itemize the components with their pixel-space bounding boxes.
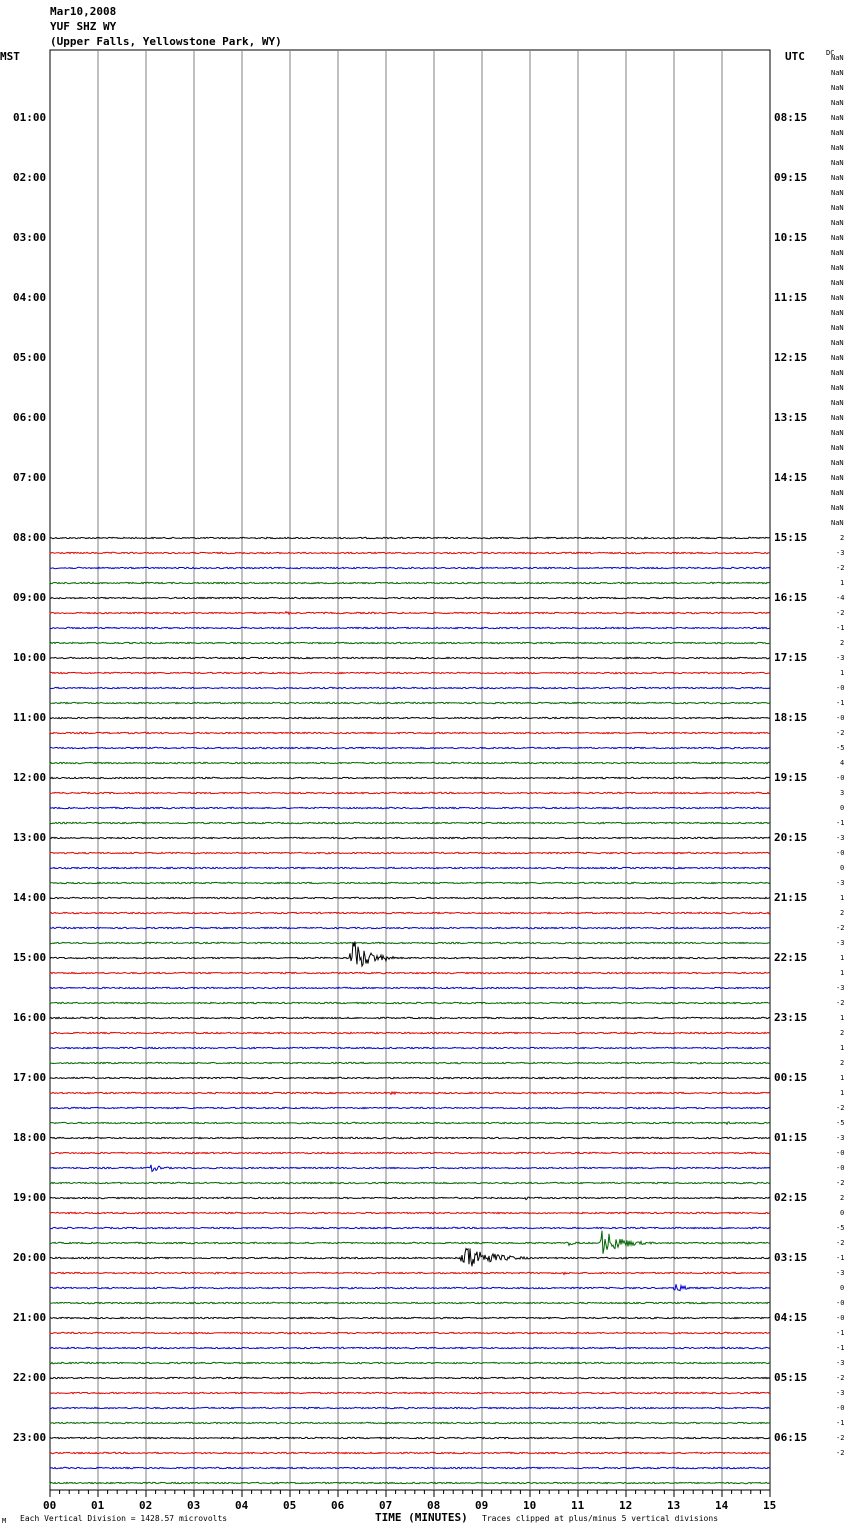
seismic-trace: [50, 552, 770, 553]
x-tick-label: 14: [715, 1499, 729, 1512]
x-tick-label: 09: [475, 1499, 489, 1512]
seismic-trace: [50, 837, 770, 838]
utc-hour-label: 13:15: [774, 411, 808, 424]
seismic-trace: [50, 1002, 770, 1003]
dc-offset-value: -0: [836, 849, 845, 857]
dc-axis-title: DC: [826, 49, 835, 57]
seismic-trace: [50, 1047, 770, 1048]
dc-offset-value: -0: [836, 1314, 845, 1322]
seismic-trace: [50, 987, 770, 988]
x-tick-label: 12: [619, 1499, 633, 1512]
dc-offset-value: NaN: [831, 504, 844, 512]
mst-hour-label: 07:00: [13, 471, 47, 484]
dc-offset-value: -2: [836, 564, 845, 572]
x-tick-label: 00: [43, 1499, 57, 1512]
dc-offset-value: -2: [836, 1434, 845, 1442]
clipping-note: Traces clipped at plus/minus 5 vertical divisions: [482, 1514, 719, 1523]
seismic-trace: [50, 942, 770, 967]
dc-offset-value: 0: [840, 864, 845, 872]
x-tick-label: 03: [187, 1499, 201, 1512]
seismic-trace: [50, 1107, 770, 1108]
mst-hour-label: 19:00: [13, 1191, 47, 1204]
dc-offset-value: -0: [836, 1164, 845, 1172]
dc-offset-value: -2: [836, 1104, 845, 1112]
dc-offset-value: -3: [836, 549, 845, 557]
mst-hour-label: 03:00: [13, 231, 47, 244]
seismic-trace: [50, 1302, 770, 1303]
dc-offset-value: -1: [836, 1254, 845, 1262]
dc-offset-value: NaN: [831, 144, 844, 152]
header-date: Mar10,2008: [50, 5, 117, 18]
mst-hour-label: 02:00: [13, 171, 47, 184]
seismic-trace: [50, 1231, 770, 1254]
seismic-trace: [50, 747, 770, 748]
seismic-trace: [50, 1197, 770, 1200]
seismic-trace: [50, 1482, 770, 1483]
dc-offset-value: 1: [840, 954, 845, 962]
x-tick-label: 15: [763, 1499, 777, 1512]
dc-offset-value: -1: [836, 624, 845, 632]
dc-offset-value: NaN: [831, 324, 844, 332]
seismic-trace: [50, 927, 770, 928]
dc-offset-value: 2: [840, 1194, 845, 1202]
dc-offset-value: 1: [840, 1089, 845, 1097]
dc-offset-value: -2: [836, 1239, 845, 1247]
dc-offset-value: -1: [836, 1419, 845, 1427]
utc-hour-label: 22:15: [774, 951, 808, 964]
seismic-trace: [50, 1249, 770, 1267]
dc-offset-value: -4: [836, 594, 845, 602]
x-tick-label: 02: [139, 1499, 153, 1512]
seismic-trace: [50, 582, 770, 583]
x-tick-label: 08: [427, 1499, 441, 1512]
seismic-trace: [50, 942, 770, 943]
dc-offset-value: -0: [836, 1404, 845, 1412]
utc-hour-label: 01:15: [774, 1131, 808, 1144]
dc-offset-value: 2: [840, 1029, 845, 1037]
dc-offset-value: -0: [836, 1299, 845, 1307]
dc-offset-value: NaN: [831, 219, 844, 227]
dc-offset-value: NaN: [831, 249, 844, 257]
dc-offset-value: NaN: [831, 459, 844, 467]
seismic-trace: [50, 1077, 770, 1078]
x-tick-label: 13: [667, 1499, 681, 1512]
mst-hour-label: 14:00: [13, 891, 47, 904]
utc-hour-label: 11:15: [774, 291, 808, 304]
dc-offset-value: -5: [836, 744, 845, 752]
seismic-trace: [50, 1362, 770, 1363]
dc-offset-value: -3: [836, 879, 845, 887]
dc-offset-value: NaN: [831, 309, 844, 317]
dc-offset-value: NaN: [831, 399, 844, 407]
dc-offset-value: -3: [836, 834, 845, 842]
seismic-trace: [50, 1137, 770, 1138]
utc-hour-label: 16:15: [774, 591, 808, 604]
dc-offset-value: -0: [836, 1149, 845, 1157]
dc-offset-value: 3: [840, 789, 845, 797]
utc-hour-label: 08:15: [774, 111, 808, 124]
dc-offset-value: 1: [840, 1074, 845, 1082]
mst-hour-label: 15:00: [13, 951, 47, 964]
dc-offset-value: NaN: [831, 114, 844, 122]
dc-offset-value: -1: [836, 1344, 845, 1352]
dc-offset-value: 2: [840, 534, 845, 542]
dc-offset-value: NaN: [831, 339, 844, 347]
dc-offset-value: -0: [836, 714, 845, 722]
seismic-trace: [50, 732, 770, 733]
seismic-trace: [50, 1377, 770, 1378]
dc-offset-value: 1: [840, 894, 845, 902]
dc-offset-value: -5: [836, 1224, 845, 1232]
dc-offset-value: -2: [836, 1179, 845, 1187]
x-tick-label: 11: [571, 1499, 585, 1512]
seismic-trace: [50, 1284, 770, 1291]
header-location: (Upper Falls, Yellowstone Park, WY): [50, 35, 282, 48]
utc-hour-label: 19:15: [774, 771, 808, 784]
utc-axis-title: UTC: [785, 50, 805, 63]
utc-hour-label: 17:15: [774, 651, 808, 664]
seismic-trace: [50, 672, 770, 673]
seismic-trace: [50, 1227, 770, 1228]
utc-hour-label: 05:15: [774, 1371, 808, 1384]
dc-offset-value: NaN: [831, 234, 844, 242]
dc-offset-value: -3: [836, 1134, 845, 1142]
utc-hour-label: 00:15: [774, 1071, 808, 1084]
seismic-trace: [50, 642, 770, 643]
corner-mark: M: [2, 1517, 7, 1525]
mst-hour-label: 10:00: [13, 651, 47, 664]
seismic-trace: [50, 1062, 770, 1063]
vertical-division-note: Each Vertical Division = 1428.57 microvolts: [20, 1514, 228, 1523]
x-tick-label: 01: [91, 1499, 105, 1512]
dc-offset-value: NaN: [831, 414, 844, 422]
dc-offset-value: NaN: [831, 159, 844, 167]
dc-offset-value: 1: [840, 1044, 845, 1052]
utc-hour-label: 06:15: [774, 1431, 808, 1444]
dc-offset-value: 0: [840, 1284, 845, 1292]
dc-offset-value: NaN: [831, 174, 844, 182]
dc-offset-value: -2: [836, 924, 845, 932]
utc-hour-label: 14:15: [774, 471, 808, 484]
seismic-trace: [50, 777, 770, 778]
dc-offset-value: 0: [840, 1209, 845, 1217]
dc-offset-value: NaN: [831, 474, 844, 482]
seismic-trace: [50, 762, 770, 763]
seismic-trace: [50, 822, 770, 823]
dc-offset-value: 2: [840, 909, 845, 917]
seismic-trace: [50, 537, 770, 538]
seismic-trace: [50, 1407, 770, 1408]
dc-offset-value: NaN: [831, 84, 844, 92]
x-axis-title: TIME (MINUTES): [375, 1511, 468, 1524]
x-tick-label: 10: [523, 1499, 537, 1512]
dc-offset-value: NaN: [831, 264, 844, 272]
dc-offset-value: NaN: [831, 279, 844, 287]
dc-offset-value: -2: [836, 999, 845, 1007]
seismic-trace: [50, 867, 770, 868]
seismic-trace: [50, 1437, 770, 1438]
dc-offset-value: NaN: [831, 294, 844, 302]
seismic-trace: [50, 567, 770, 568]
seismic-trace: [50, 1165, 770, 1172]
seismic-trace: [50, 1467, 770, 1468]
dc-offset-value: NaN: [831, 519, 844, 527]
mst-hour-label: 01:00: [13, 111, 47, 124]
seismic-trace: [50, 1392, 770, 1393]
dc-offset-value: 1: [840, 1014, 845, 1022]
dc-offset-value: 1: [840, 969, 845, 977]
dc-offset-value: NaN: [831, 99, 844, 107]
mst-hour-label: 08:00: [13, 531, 47, 544]
dc-offset-value: NaN: [831, 384, 844, 392]
utc-hour-label: 12:15: [774, 351, 808, 364]
mst-hour-label: 16:00: [13, 1011, 47, 1024]
seismic-trace: [50, 1347, 770, 1348]
utc-hour-label: 03:15: [774, 1251, 808, 1264]
dc-offset-value: -3: [836, 1359, 845, 1367]
seismic-trace: [50, 1212, 770, 1213]
dc-offset-value: NaN: [831, 429, 844, 437]
seismic-trace: [50, 912, 770, 913]
dc-offset-value: -2: [836, 609, 845, 617]
mst-hour-label: 04:00: [13, 291, 47, 304]
plot-frame: [50, 50, 770, 1490]
dc-offset-value: 2: [840, 639, 845, 647]
dc-offset-value: -0: [836, 684, 845, 692]
seismic-trace: [50, 1452, 770, 1453]
mst-hour-label: 11:00: [13, 711, 47, 724]
utc-hour-label: 15:15: [774, 531, 808, 544]
mst-hour-label: 12:00: [13, 771, 47, 784]
seismic-trace: [50, 687, 770, 688]
dc-offset-value: NaN: [831, 444, 844, 452]
dc-offset-value: -3: [836, 984, 845, 992]
seismic-trace: [50, 882, 770, 883]
seismic-trace: [50, 597, 770, 598]
seismic-trace: [50, 1152, 770, 1153]
seismic-trace: [50, 1272, 770, 1274]
utc-hour-label: 21:15: [774, 891, 808, 904]
utc-hour-label: 10:15: [774, 231, 808, 244]
x-tick-label: 06: [331, 1499, 345, 1512]
dc-offset-value: 4: [840, 759, 845, 767]
dc-offset-value: NaN: [831, 129, 844, 137]
dc-offset-value: -3: [836, 939, 845, 947]
utc-hour-label: 09:15: [774, 171, 808, 184]
dc-offset-value: NaN: [831, 69, 844, 77]
x-tick-label: 05: [283, 1499, 297, 1512]
seismic-trace: [50, 807, 770, 808]
seismic-trace: [50, 657, 770, 658]
utc-hour-label: 23:15: [774, 1011, 808, 1024]
dc-offset-value: -2: [836, 1449, 845, 1457]
dc-offset-value: 0: [840, 804, 845, 812]
x-tick-label: 04: [235, 1499, 249, 1512]
seismic-trace: [50, 852, 770, 853]
header-station: YUF SHZ WY: [50, 20, 117, 33]
dc-offset-value: 2: [840, 1059, 845, 1067]
dc-offset-value: -0: [836, 774, 845, 782]
mst-hour-label: 22:00: [13, 1371, 47, 1384]
utc-hour-label: 20:15: [774, 831, 808, 844]
mst-hour-label: 21:00: [13, 1311, 47, 1324]
mst-axis-title: MST: [0, 50, 20, 63]
dc-offset-value: -5: [836, 1119, 845, 1127]
dc-offset-value: NaN: [831, 354, 844, 362]
seismic-trace: [50, 1122, 770, 1125]
mst-hour-label: 06:00: [13, 411, 47, 424]
seismic-trace: [50, 897, 770, 898]
seismic-trace: [50, 1182, 770, 1183]
seismic-trace: [50, 702, 770, 703]
dc-offset-value: -3: [836, 1269, 845, 1277]
dc-offset-value: NaN: [831, 369, 844, 377]
dc-offset-value: NaN: [831, 54, 844, 62]
dc-offset-value: -3: [836, 1389, 845, 1397]
x-tick-label: 07: [379, 1499, 393, 1512]
seismic-trace: [50, 1317, 770, 1318]
dc-offset-value: -1: [836, 819, 845, 827]
seismic-trace: [50, 1032, 770, 1033]
seismic-trace: [50, 627, 770, 628]
dc-offset-value: NaN: [831, 189, 844, 197]
seismic-trace: [50, 1332, 770, 1333]
utc-hour-label: 04:15: [774, 1311, 808, 1324]
seismic-trace: [50, 1092, 770, 1095]
seismic-trace: [50, 972, 770, 973]
seismic-trace: [50, 1017, 770, 1018]
dc-offset-value: 1: [840, 579, 845, 587]
dc-offset-value: -1: [836, 1329, 845, 1337]
seismic-trace: [50, 792, 770, 793]
utc-hour-label: 18:15: [774, 711, 808, 724]
seismic-trace: [50, 612, 770, 615]
mst-hour-label: 18:00: [13, 1131, 47, 1144]
mst-hour-label: 23:00: [13, 1431, 47, 1444]
dc-offset-value: -1: [836, 699, 845, 707]
dc-offset-value: 1: [840, 669, 845, 677]
utc-hour-label: 02:15: [774, 1191, 808, 1204]
mst-hour-label: 20:00: [13, 1251, 47, 1264]
mst-hour-label: 17:00: [13, 1071, 47, 1084]
dc-offset-value: -2: [836, 1374, 845, 1382]
seismic-trace: [50, 717, 770, 718]
dc-offset-value: NaN: [831, 489, 844, 497]
dc-offset-value: -3: [836, 654, 845, 662]
dc-offset-value: NaN: [831, 204, 844, 212]
mst-hour-label: 13:00: [13, 831, 47, 844]
seismic-trace: [50, 1422, 770, 1423]
mst-hour-label: 09:00: [13, 591, 47, 604]
dc-offset-value: -2: [836, 729, 845, 737]
mst-hour-label: 05:00: [13, 351, 47, 364]
